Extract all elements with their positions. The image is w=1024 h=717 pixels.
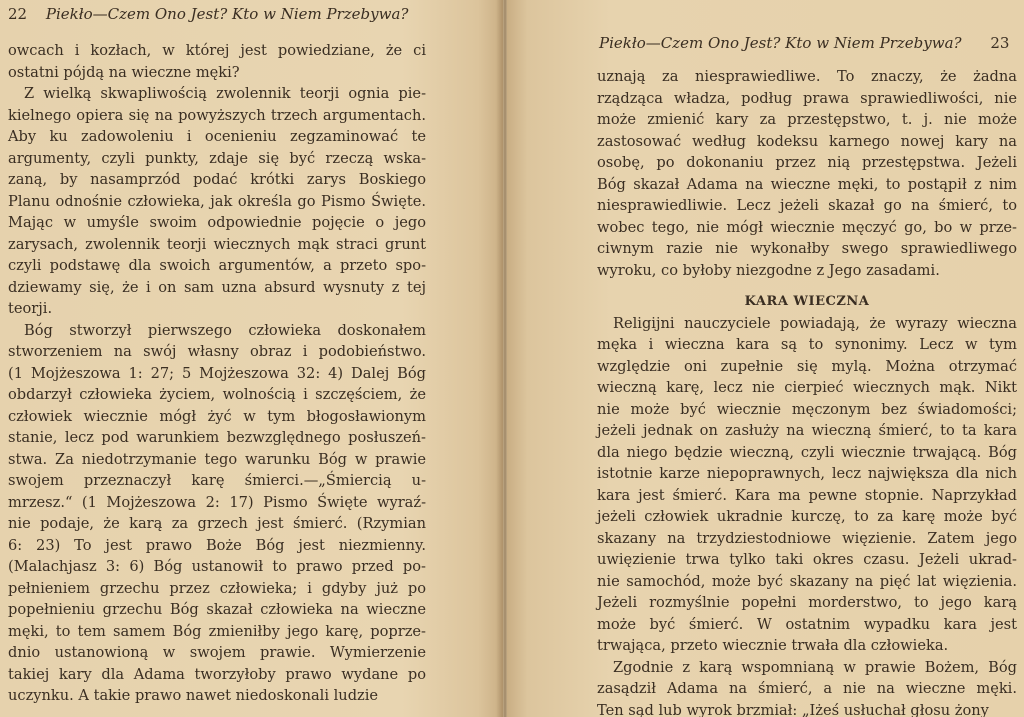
text-line: Z wielką skwapliwością zwolennik teorji ognia pie- bbox=[24, 85, 426, 102]
text-line: Zgodnie z karą wspomnianą w prawie Bożem, Bóg bbox=[613, 658, 1017, 676]
text-line: człowiek wiecznie mógł żyć w tym błogosławionym bbox=[8, 407, 426, 425]
text-line: Mając w umyśle swoim odpowiednie pojęcie o jego bbox=[8, 214, 426, 231]
text-line: Planu odnośnie człowieka, jak określa go Pismo Święte. bbox=[8, 192, 426, 210]
text-line: trwająca, przeto wiecznie trwała dla człowieka. bbox=[597, 637, 949, 654]
page-number: 23 bbox=[990, 34, 1010, 52]
text-line: dziewamy się, że i on sam uzna absurd wysnuty z tej bbox=[8, 278, 426, 296]
text-line: Bóg skazał Adama na wieczne męki, to postąpił z nim bbox=[597, 175, 1017, 193]
text-line: argumenty, czyli punkty, zdaje się być rzeczą wska- bbox=[8, 149, 426, 167]
page-number: 22 bbox=[8, 5, 28, 23]
left-page-header bbox=[8, 5, 408, 23]
left-page bbox=[0, 0, 503, 717]
text-line: zasądził Adama na śmierć, a nie na wieczne męki. bbox=[597, 680, 1017, 697]
text-line: Religijni nauczyciele powiadają, że wyrazy wieczna bbox=[613, 314, 1017, 332]
text-line: pełnieniem grzechu przez człowieka; i gdyby już po bbox=[8, 579, 426, 597]
text-line: względzie oni zupełnie się mylą. Można otrzymać bbox=[597, 357, 1017, 375]
text-line: męki, to tem samem Bóg zmieniłby jego karę, poprze- bbox=[8, 622, 426, 640]
text-line: Bóg stworzył pierwszego człowieka doskonałem bbox=[24, 321, 426, 339]
text-line: mrzesz.“ (1 Mojżeszowa 2: 17) Pismo Święte wyraź- bbox=[8, 493, 426, 511]
left-page-body bbox=[8, 40, 426, 707]
text-line: uczynku. A takie prawo nawet niedoskonali ludzie bbox=[8, 687, 379, 704]
text-line: niesprawiedliwie. Lecz jeżeli skazał go na śmierć, to bbox=[597, 197, 1017, 214]
text-line: zastosować według kodeksu karnego nowej kary na bbox=[597, 132, 1017, 150]
text-line: takiej kary dla Adama tworzyłoby prawo wydane po bbox=[8, 665, 426, 683]
text-line: nie może być wiecznie męczonym bez świadomości; bbox=[597, 400, 1017, 418]
text-line: wieczną karę, lecz nie cierpieć wiecznych mąk. Nikt bbox=[597, 379, 1017, 396]
text-line: skazany na trzydziestodniowe więzienie. Zatem jego bbox=[597, 529, 1017, 547]
text-line: Jeżeli rozmyślnie popełni morderstwo, to jego karą bbox=[597, 594, 1017, 611]
text-line: nie samochód, może być skazany na pięć lat więzienia. bbox=[597, 572, 1017, 590]
text-line: dnio ustanowioną w swojem prawie. Wymierzenie bbox=[8, 644, 426, 661]
right-page-body bbox=[597, 66, 1017, 717]
text-line: uznają za niesprawiedliwe. To znaczy, że żadna bbox=[597, 68, 1017, 85]
text-line: stanie, lecz pod warunkiem bezwzględnego posłuszeń- bbox=[8, 429, 426, 446]
section-gap bbox=[597, 281, 1017, 291]
text-line: Aby ku zadowoleniu i ocenieniu zegzaminować te bbox=[8, 128, 426, 145]
text-line: może zmienić kary za przestępstwo, t. j. nie może bbox=[597, 111, 1017, 128]
text-line: stwa. Za niedotrzymanie tego warunku Bóg w prawie bbox=[8, 450, 426, 468]
text-line: czyli podstawę dla swoich argumentów, a przeto spo- bbox=[8, 257, 426, 274]
text-line: zarysach, zwolennik teorji wiecznych mąk straci grunt bbox=[8, 235, 426, 253]
text-line: uwięzienie trwa tylko taki okres czasu. Jeżeli ukrad- bbox=[597, 551, 1017, 568]
text-line: kielnego opiera się na powyższych trzech argumentach. bbox=[8, 106, 426, 124]
text-line: rządząca władza, podług prawa sprawiedliwości, nie bbox=[597, 89, 1017, 107]
text-line: Ten sąd lub wyrok brzmiał: „Iżeś usłuchał głosu żony bbox=[597, 701, 989, 717]
text-line: 6: 23) To jest prawo Boże Bóg jest niezmienny. bbox=[8, 536, 426, 554]
text-line: może być śmierć. W ostatnim wypadku kara jest bbox=[597, 615, 1017, 633]
text-line: wobec tego, nie mógł wiecznie męczyć go, bo w prze- bbox=[597, 218, 1017, 236]
text-line: męka i wieczna kara są to synonimy. Lecz w tym bbox=[597, 336, 1017, 353]
text-line: zaną, by nasamprzód podać krótki zarys Boskiego bbox=[8, 171, 426, 188]
text-line: (Malachjasz 3: 6) Bóg ustanowił to prawo przed po- bbox=[8, 558, 426, 575]
text-line: dla niego będzie wieczną, czyli wiecznie trwającą. Bóg bbox=[597, 443, 1017, 461]
text-line: istotnie karze niepoprawnych, lecz największa dla nich bbox=[597, 465, 1017, 482]
section-heading: KARA WIECZNA bbox=[744, 294, 870, 309]
text-line: stworzeniem na swój własny obraz i podobieństwo. bbox=[8, 343, 426, 360]
text-line: (1 Mojżeszowa 1: 27; 5 Mojżeszowa 32: 4) Dalej Bóg bbox=[8, 364, 426, 382]
text-line: teorji. bbox=[8, 300, 53, 317]
text-line: kara jest śmierć. Kara ma pewne stopnie. Naprzykład bbox=[597, 486, 1017, 504]
text-line: swojem przeznaczył karę śmierci.—„Śmiercią u- bbox=[8, 472, 426, 489]
text-line: obdarzył człowieka życiem, wolnością i szczęściem, że bbox=[8, 386, 426, 403]
running-head: Piekło—Czem Ono Jest? Kto w Niem Przebywa? bbox=[599, 34, 962, 52]
text-line: jeżeli jednak on zasłuży na wieczną śmierć, to ta kara bbox=[597, 422, 1017, 439]
text-line: ciwnym razie nie wykonałby swego sprawiedliwego bbox=[597, 240, 1017, 257]
text-line: ostatni pójdą na wieczne męki? bbox=[8, 63, 240, 81]
text-line: owcach i kozłach, w której jest powiedziane, że ci bbox=[8, 42, 426, 59]
text-line: jeżeli człowiek ukradnie kurczę, to za karę może być bbox=[597, 508, 1017, 525]
right-page-header bbox=[599, 34, 1009, 52]
right-page bbox=[507, 0, 1024, 717]
text-line: wyroku, co byłoby niezgodne z Jego zasadami. bbox=[597, 261, 940, 279]
text-line: nie podaje, że karą za grzech jest śmierć. (Rzymian bbox=[8, 515, 426, 532]
text-line: popełnieniu grzechu Bóg skazał człowieka na wieczne bbox=[8, 601, 426, 618]
text-line: osobę, po dokonaniu przez nią przestępstwa. Jeżeli bbox=[597, 154, 1017, 171]
running-head: Piekło—Czem Ono Jest? Kto w Niem Przebywa? bbox=[45, 5, 409, 23]
